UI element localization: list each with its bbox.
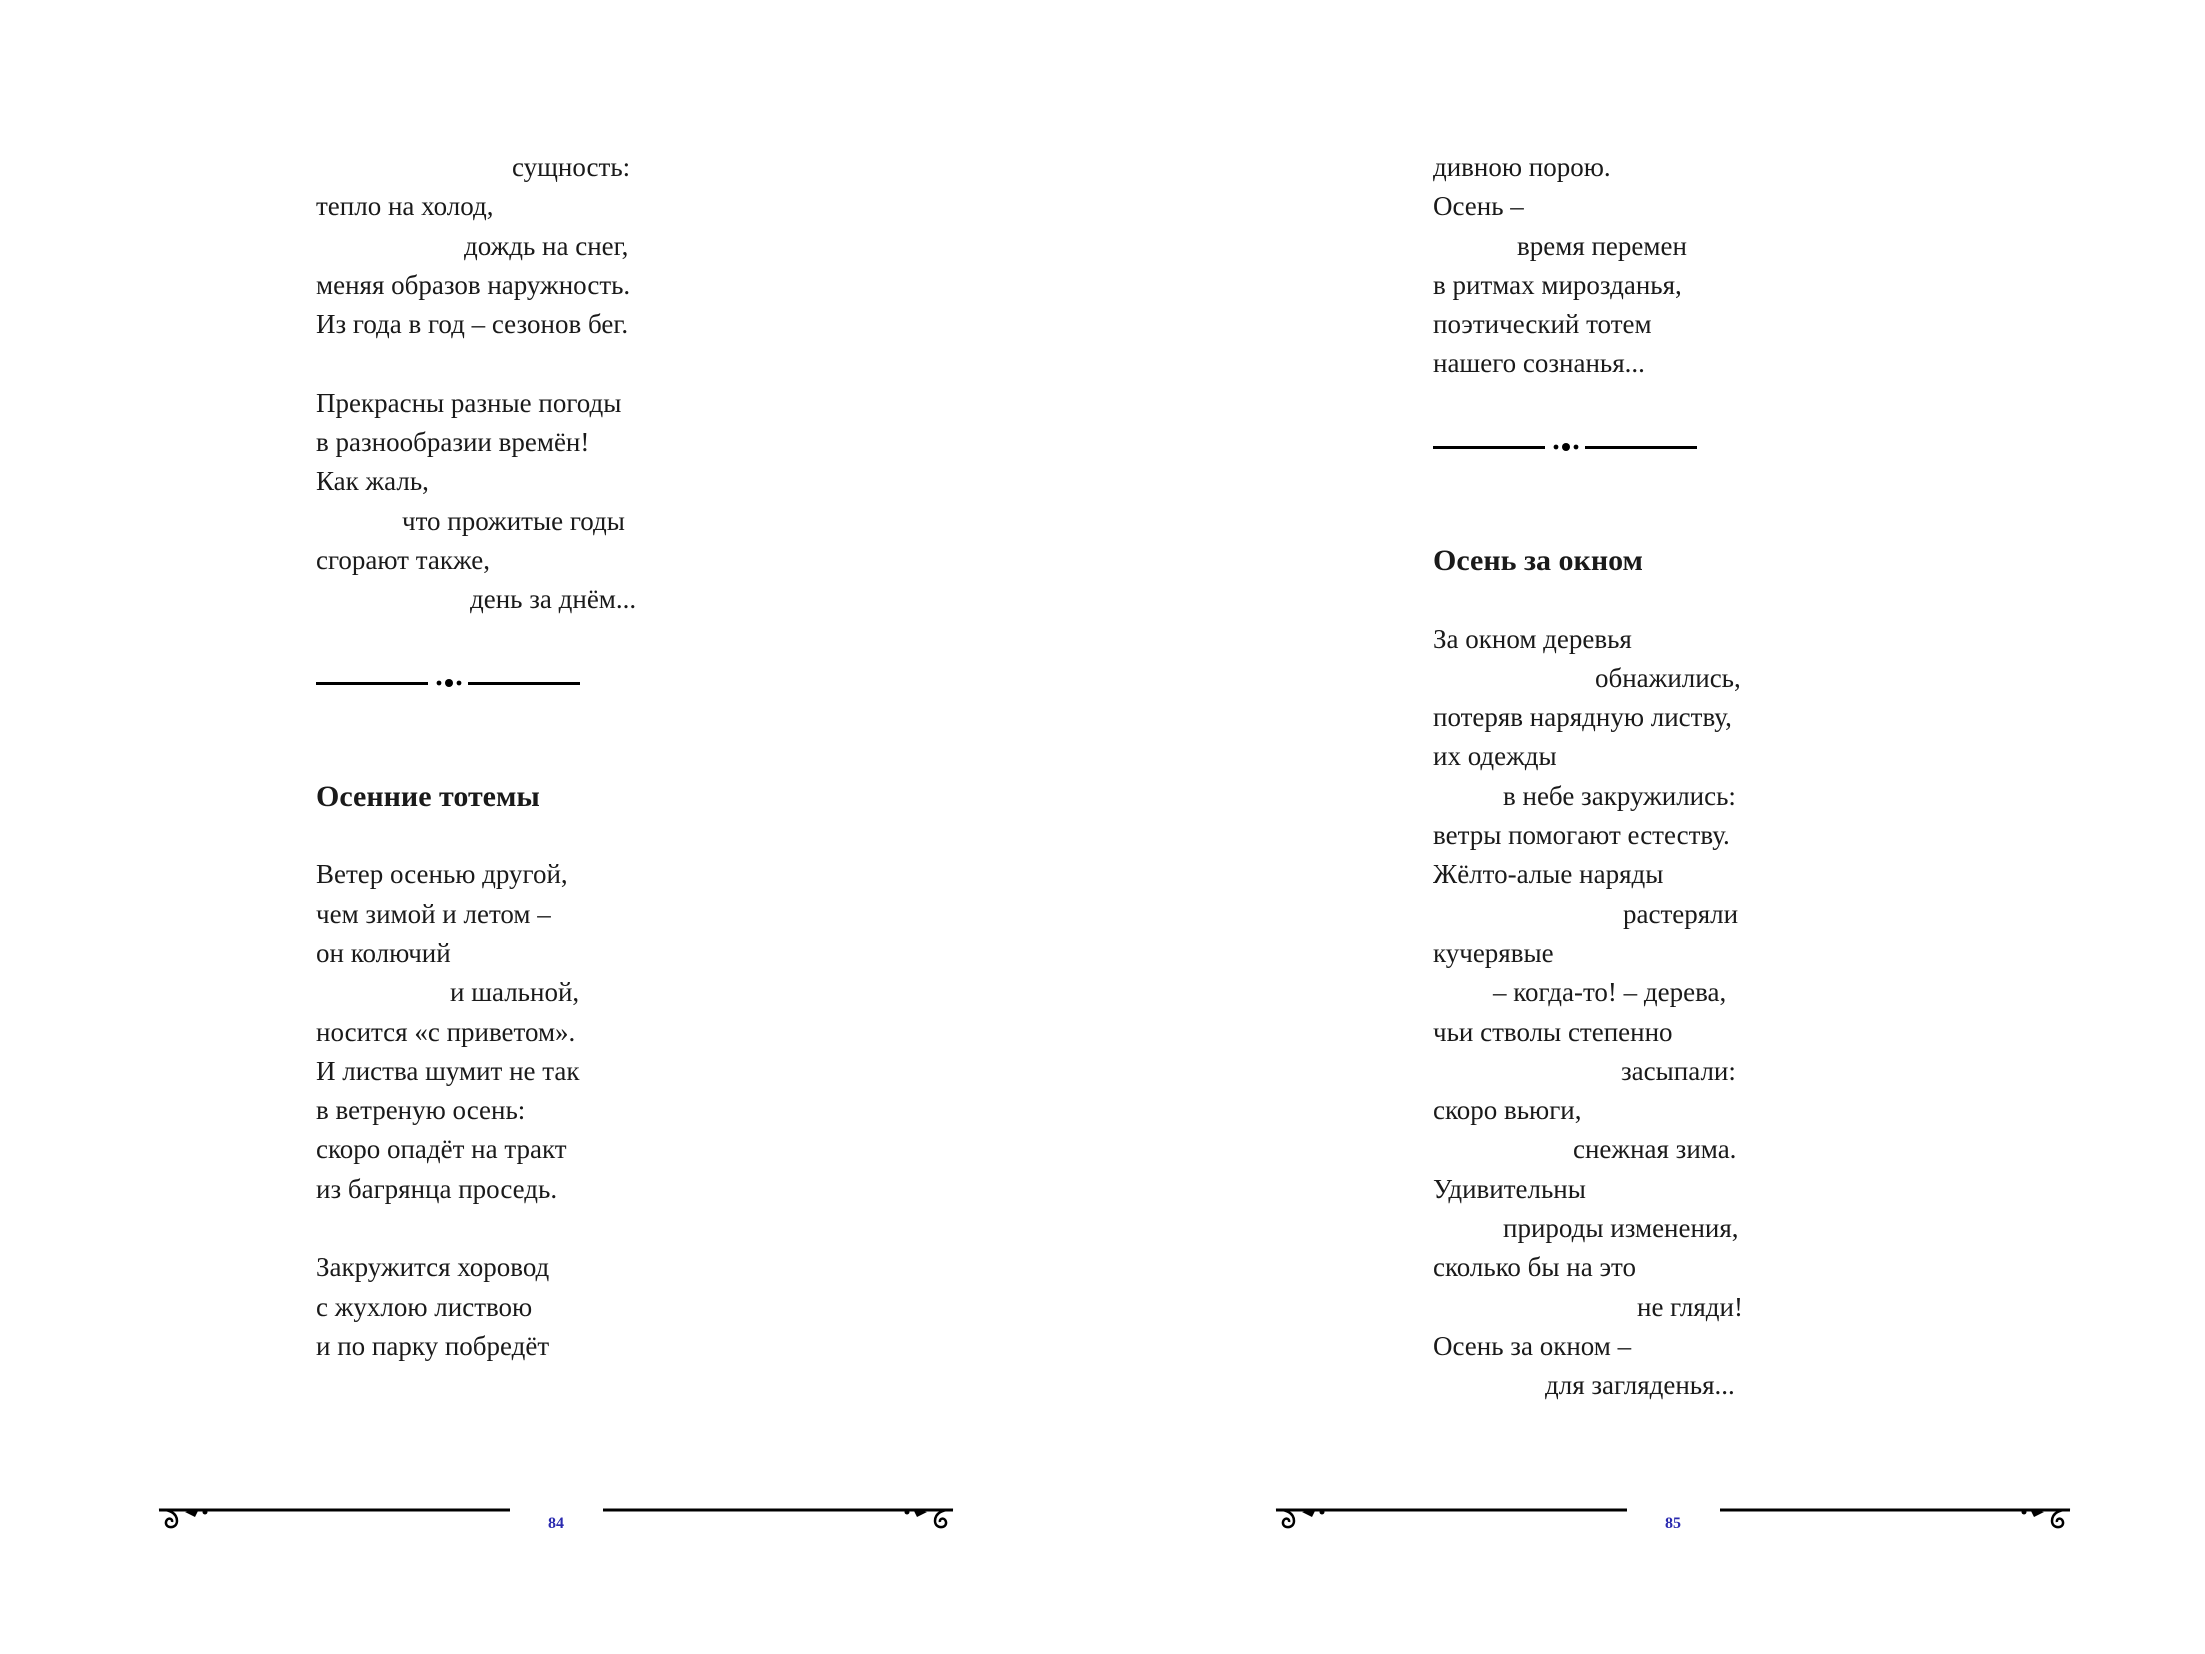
left-text-column (316, 148, 656, 1366)
verse-line: сколько бы на это (1433, 1252, 1637, 1283)
verse-line: день за днём... (470, 584, 637, 615)
poem-title: Осенние тотемы (316, 779, 540, 813)
verse-line: и по парку побредёт (316, 1330, 550, 1361)
verse-line: в ритмах мирозданья, (1433, 269, 1682, 300)
verse-line: – когда-то! – дерева, (1493, 977, 1727, 1008)
separator-dots-icon (434, 677, 464, 689)
verse-line: тепло на холод, (316, 191, 494, 222)
verse-line: для загляденья... (1545, 1370, 1735, 1401)
verse-line: скоро опадёт на тракт (316, 1134, 567, 1165)
verse-line: чем зимой и летом – (316, 898, 551, 929)
verse-line: растеряли (1623, 898, 1739, 929)
verse-line: не гляди! (1637, 1291, 1743, 1322)
verse-line: дивною порою. (1433, 152, 1611, 182)
verse-line: сгорают также, (316, 544, 490, 575)
page-number: 85 (1665, 1515, 1681, 1532)
verse-line: Прекрасны разные погоды (316, 387, 622, 418)
right-page (1103, 0, 2205, 1654)
verse-line: меняя образов наружность. (316, 269, 631, 300)
verse-line: нашего сознанья... (1433, 348, 1645, 379)
verse-line: Из года в год – сезонов бег. (316, 309, 629, 340)
verse-line: он колючий (316, 937, 451, 968)
verse-line: природы изменения, (1503, 1213, 1739, 1244)
verse-line: Как жаль, (316, 466, 429, 497)
verse-line: Осень – (1433, 191, 1524, 222)
verse-line: дождь на снег, (464, 230, 629, 261)
section-separator (316, 659, 580, 698)
poem-title: Осень за окном (1433, 543, 1643, 577)
verse-line: И листва шумит не так (316, 1055, 580, 1086)
verse-line: Ветер осенью другой, (316, 859, 568, 890)
verse-line: и шальной, (450, 977, 580, 1008)
verse-line: поэтический тотем (1433, 309, 1652, 340)
verse-line: в небе закружились: (1503, 780, 1736, 811)
verse-line: обнажились, (1595, 662, 1741, 693)
verse-line: чьи стволы степенно (1433, 1016, 1673, 1047)
verse-line: что прожитые годы (402, 505, 625, 536)
verse-line: в разнообразии времён! (316, 427, 590, 458)
verse-line: их одежды (1433, 741, 1557, 772)
verse-line: ветры помогают естеству. (1433, 820, 1730, 851)
verse-line: Осень за окном – (1433, 1330, 1632, 1361)
verse-line: Жёлто-алые наряды (1433, 859, 1664, 890)
left-page (0, 0, 1102, 1654)
verse-line: кучерявые (1433, 937, 1554, 968)
section-separator (1433, 423, 1697, 462)
verse-line: время перемен (1517, 230, 1687, 261)
verse-line: носится «с приветом». (316, 1016, 576, 1047)
verse-line: в ветреную осень: (316, 1095, 526, 1126)
page-footer (1272, 1495, 2074, 1535)
verse-line: из багрянца проседь. (316, 1173, 558, 1204)
page-number: 84 (548, 1515, 564, 1532)
verse-line: Закружится хоровод (316, 1252, 550, 1283)
verse-line: скоро вьюги, (1433, 1095, 1582, 1126)
verse-line: засыпали: (1621, 1055, 1736, 1086)
verse-line: сущность: (512, 152, 631, 182)
separator-dots-icon (1551, 441, 1581, 453)
verse-line: потеряв нарядную листву, (1433, 702, 1732, 733)
verse-line: с жухлою листвою (316, 1291, 533, 1322)
page-footer (155, 1495, 957, 1535)
verse-line: Удивительны (1433, 1173, 1586, 1204)
verse-line: снежная зима. (1573, 1134, 1737, 1165)
right-text-column (1433, 148, 1773, 1406)
verse-line: За окном деревья (1433, 623, 1632, 654)
